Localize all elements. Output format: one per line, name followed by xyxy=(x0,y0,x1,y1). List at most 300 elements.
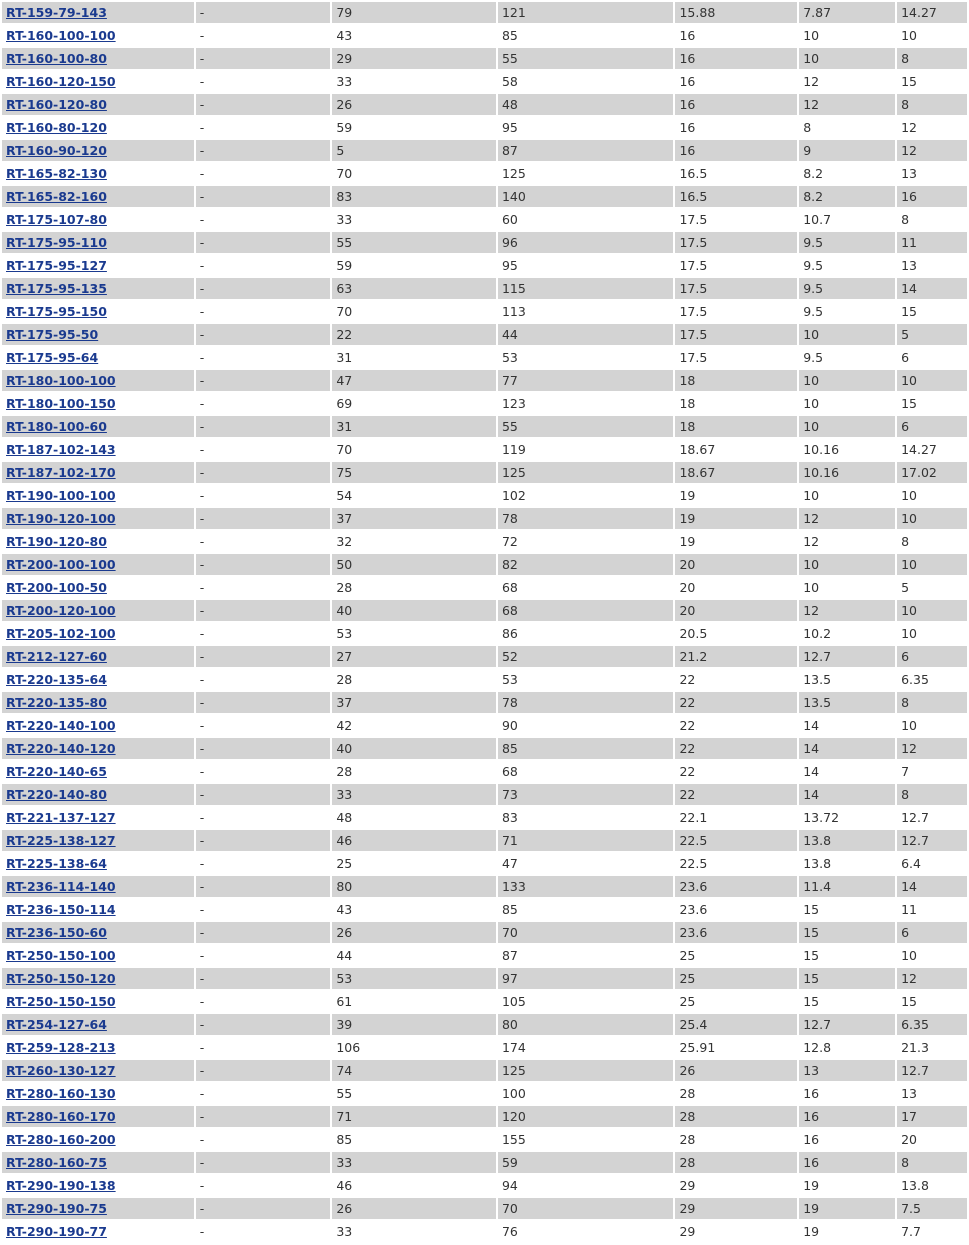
table-cell xyxy=(799,117,897,140)
cell-value: 13.8 xyxy=(803,856,832,871)
cell-value: - xyxy=(199,28,205,43)
cell-value: 23.6 xyxy=(679,879,708,894)
table-row xyxy=(2,94,969,117)
part-number-link[interactable]: RT-205-102-100 xyxy=(6,626,116,641)
cell-value: 12 xyxy=(901,971,917,986)
part-number-cell xyxy=(2,94,196,117)
table-cell xyxy=(675,853,799,876)
cell-value: - xyxy=(199,626,205,641)
table-row xyxy=(2,968,969,991)
part-number-link[interactable]: RT-260-130-127 xyxy=(6,1063,116,1078)
table-cell xyxy=(675,991,799,1014)
part-number-link[interactable]: RT-280-160-130 xyxy=(6,1086,116,1101)
table-row xyxy=(2,692,969,715)
cell-value: 22 xyxy=(679,695,696,710)
table-cell xyxy=(799,140,897,163)
part-number-link[interactable]: RT-175-95-64 xyxy=(6,350,99,365)
table-cell xyxy=(498,922,676,945)
cell-value: 18.67 xyxy=(679,442,716,457)
cell-value: 18 xyxy=(679,373,696,388)
cell-value: - xyxy=(199,465,205,480)
part-number-link[interactable]: RT-165-82-160 xyxy=(6,189,107,204)
table-cell xyxy=(799,439,897,462)
cell-value: 69 xyxy=(336,396,353,411)
cell-value: 33 xyxy=(336,787,353,802)
table-row xyxy=(2,1106,969,1129)
table-cell xyxy=(897,1152,969,1175)
cell-value: 16 xyxy=(679,120,696,135)
table-cell xyxy=(897,508,969,531)
part-number-link[interactable]: RT-159-79-143 xyxy=(6,5,107,20)
table-cell xyxy=(196,347,333,370)
table-cell xyxy=(332,761,498,784)
part-number-link[interactable]: RT-180-100-100 xyxy=(6,373,116,388)
table-cell xyxy=(897,2,969,25)
table-row xyxy=(2,71,969,94)
cell-value: - xyxy=(199,419,205,434)
table-row xyxy=(2,623,969,646)
part-number-link[interactable]: RT-200-100-50 xyxy=(6,580,107,595)
table-row xyxy=(2,738,969,761)
part-number-link[interactable]: RT-180-100-60 xyxy=(6,419,107,434)
cell-value: 12 xyxy=(803,97,820,112)
table-cell xyxy=(799,94,897,117)
cell-value: - xyxy=(199,258,205,273)
part-number-link[interactable]: RT-220-135-80 xyxy=(6,695,107,710)
table-cell xyxy=(675,232,799,255)
table-cell xyxy=(897,623,969,646)
part-number-cell xyxy=(2,1014,196,1037)
cell-value: 53 xyxy=(336,626,353,641)
cell-value: - xyxy=(199,1040,205,1055)
table-cell xyxy=(675,278,799,301)
cell-value: 12.8 xyxy=(803,1040,832,1055)
table-cell xyxy=(498,991,676,1014)
table-cell xyxy=(675,531,799,554)
table-row xyxy=(2,761,969,784)
table-cell xyxy=(332,784,498,807)
table-cell xyxy=(498,94,676,117)
cell-value: 22 xyxy=(679,718,696,733)
part-number-link[interactable]: RT-220-135-64 xyxy=(6,672,107,687)
table-cell xyxy=(196,255,333,278)
table-cell xyxy=(675,71,799,94)
part-number-link[interactable]: RT-250-150-100 xyxy=(6,948,116,963)
table-cell xyxy=(196,439,333,462)
part-number-link[interactable]: RT-225-138-64 xyxy=(6,856,107,871)
table-cell xyxy=(332,25,498,48)
table-row xyxy=(2,462,969,485)
table-row xyxy=(2,577,969,600)
part-number-link[interactable]: RT-290-190-75 xyxy=(6,1201,107,1216)
part-number-link[interactable]: RT-200-100-100 xyxy=(6,557,116,572)
table-cell xyxy=(332,209,498,232)
table-cell xyxy=(498,301,676,324)
part-number-cell xyxy=(2,1198,196,1221)
table-row xyxy=(2,1175,969,1198)
table-cell xyxy=(196,623,333,646)
table-cell xyxy=(675,646,799,669)
cell-value: 59 xyxy=(501,1155,518,1170)
cell-value: 12 xyxy=(803,511,820,526)
table-cell xyxy=(196,301,333,324)
table-cell xyxy=(196,1014,333,1037)
cell-value: 55 xyxy=(336,1086,353,1101)
cell-value: 22.1 xyxy=(679,810,708,825)
table-cell xyxy=(498,278,676,301)
table-cell xyxy=(897,324,969,347)
table-cell xyxy=(799,531,897,554)
part-number-link[interactable]: RT-220-140-100 xyxy=(6,718,116,733)
part-number-link[interactable]: RT-175-95-150 xyxy=(6,304,107,319)
cell-value: - xyxy=(199,695,205,710)
product-table-body xyxy=(2,2,969,1244)
table-cell xyxy=(498,715,676,738)
cell-value: 17 xyxy=(901,1109,917,1124)
table-cell xyxy=(196,692,333,715)
part-number-cell xyxy=(2,393,196,416)
table-cell xyxy=(196,508,333,531)
table-row xyxy=(2,830,969,853)
table-cell xyxy=(498,1014,676,1037)
cell-value: 86 xyxy=(501,626,518,641)
table-cell xyxy=(897,600,969,623)
table-cell xyxy=(332,968,498,991)
cell-value: - xyxy=(199,1017,205,1032)
part-number-link[interactable]: RT-175-95-50 xyxy=(6,327,99,342)
cell-value: 55 xyxy=(501,51,518,66)
table-cell xyxy=(332,508,498,531)
cell-value: 121 xyxy=(501,5,526,20)
cell-value: 15 xyxy=(803,994,820,1009)
part-number-link[interactable]: RT-190-120-100 xyxy=(6,511,116,526)
table-cell xyxy=(675,324,799,347)
part-number-link[interactable]: RT-187-102-170 xyxy=(6,465,116,480)
table-cell xyxy=(799,2,897,25)
part-number-link[interactable]: RT-250-150-150 xyxy=(6,994,116,1009)
part-number-link[interactable]: RT-254-127-64 xyxy=(6,1017,107,1032)
cell-value: 85 xyxy=(336,1132,353,1147)
cell-value: 123 xyxy=(501,396,526,411)
cell-value: 16 xyxy=(679,143,696,158)
cell-value: - xyxy=(199,327,205,342)
cell-value: 19 xyxy=(679,534,696,549)
table-row xyxy=(2,209,969,232)
table-row xyxy=(2,1221,969,1244)
part-number-link[interactable]: RT-187-102-143 xyxy=(6,442,116,457)
table-cell xyxy=(332,301,498,324)
table-cell xyxy=(897,1060,969,1083)
part-number-link[interactable]: RT-160-90-120 xyxy=(6,143,107,158)
cell-value: - xyxy=(199,373,205,388)
cell-value: 11.4 xyxy=(803,879,832,894)
table-cell xyxy=(675,1198,799,1221)
part-number-cell xyxy=(2,301,196,324)
part-number-link[interactable]: RT-280-160-75 xyxy=(6,1155,107,1170)
cell-value: 29 xyxy=(336,51,353,66)
cell-value: 19 xyxy=(679,488,696,503)
table-cell xyxy=(897,186,969,209)
table-cell xyxy=(332,1198,498,1221)
table-cell xyxy=(332,899,498,922)
part-number-link[interactable]: RT-175-95-110 xyxy=(6,235,107,250)
part-number-link[interactable]: RT-180-100-150 xyxy=(6,396,116,411)
part-number-link[interactable]: RT-290-190-77 xyxy=(6,1224,107,1239)
cell-value: - xyxy=(199,1201,205,1216)
table-cell xyxy=(498,623,676,646)
part-number-link[interactable]: RT-225-138-127 xyxy=(6,833,116,848)
table-cell xyxy=(897,94,969,117)
part-number-link[interactable]: RT-175-95-135 xyxy=(6,281,107,296)
cell-value: 95 xyxy=(501,258,518,273)
table-row xyxy=(2,278,969,301)
table-cell xyxy=(675,1129,799,1152)
table-cell xyxy=(332,163,498,186)
table-cell xyxy=(675,692,799,715)
cell-value: 16 xyxy=(803,1086,820,1101)
table-row xyxy=(2,48,969,71)
table-cell xyxy=(196,485,333,508)
part-number-link[interactable]: RT-220-140-80 xyxy=(6,787,107,802)
table-row xyxy=(2,1152,969,1175)
part-number-link[interactable]: RT-220-140-65 xyxy=(6,764,107,779)
table-cell xyxy=(196,117,333,140)
cell-value: 25 xyxy=(679,994,696,1009)
cell-value: 7 xyxy=(901,764,910,779)
cell-value: 28 xyxy=(679,1132,696,1147)
cell-value: 10.16 xyxy=(803,465,840,480)
part-number-link[interactable]: RT-259-128-213 xyxy=(6,1040,116,1055)
table-cell xyxy=(332,1175,498,1198)
table-cell xyxy=(196,94,333,117)
part-number-link[interactable]: RT-220-140-120 xyxy=(6,741,116,756)
table-cell xyxy=(332,462,498,485)
part-number-link[interactable]: RT-175-95-127 xyxy=(6,258,107,273)
part-number-link[interactable]: RT-160-80-120 xyxy=(6,120,107,135)
table-cell xyxy=(675,830,799,853)
table-cell xyxy=(332,439,498,462)
table-cell xyxy=(498,347,676,370)
table-cell xyxy=(897,1129,969,1152)
table-cell xyxy=(498,669,676,692)
table-cell xyxy=(196,600,333,623)
part-number-cell xyxy=(2,370,196,393)
table-cell xyxy=(332,117,498,140)
cell-value: 68 xyxy=(501,603,518,618)
table-cell xyxy=(498,876,676,899)
cell-value: 47 xyxy=(336,373,353,388)
table-cell xyxy=(498,1037,676,1060)
table-row xyxy=(2,945,969,968)
table-cell xyxy=(897,899,969,922)
part-number-cell xyxy=(2,899,196,922)
table-cell xyxy=(675,715,799,738)
part-number-link[interactable]: RT-160-100-100 xyxy=(6,28,116,43)
cell-value: 78 xyxy=(501,695,518,710)
part-number-link[interactable]: RT-280-160-170 xyxy=(6,1109,116,1124)
table-row xyxy=(2,2,969,25)
cell-value: 43 xyxy=(336,28,353,43)
cell-value: 8 xyxy=(901,97,910,112)
part-number-link[interactable]: RT-236-114-140 xyxy=(6,879,116,894)
table-cell xyxy=(498,761,676,784)
cell-value: 10 xyxy=(803,51,820,66)
cell-value: - xyxy=(199,5,205,20)
part-number-link[interactable]: RT-250-150-120 xyxy=(6,971,116,986)
part-number-cell xyxy=(2,784,196,807)
table-cell xyxy=(498,1152,676,1175)
cell-value: 22 xyxy=(336,327,353,342)
part-number-link[interactable]: RT-165-82-130 xyxy=(6,166,107,181)
table-cell xyxy=(675,1106,799,1129)
table-cell xyxy=(799,508,897,531)
part-number-link[interactable]: RT-160-120-150 xyxy=(6,74,116,89)
part-number-cell xyxy=(2,1106,196,1129)
table-row xyxy=(2,554,969,577)
part-number-cell xyxy=(2,830,196,853)
part-number-link[interactable]: RT-160-100-80 xyxy=(6,51,107,66)
part-number-link[interactable]: RT-221-137-127 xyxy=(6,810,116,825)
cell-value: 79 xyxy=(336,5,353,20)
cell-value: - xyxy=(199,741,205,756)
cell-value: - xyxy=(199,189,205,204)
part-number-link[interactable]: RT-236-150-114 xyxy=(6,902,116,917)
table-cell xyxy=(675,25,799,48)
cell-value: 15 xyxy=(803,948,820,963)
table-cell xyxy=(799,945,897,968)
table-row xyxy=(2,531,969,554)
table-cell xyxy=(897,485,969,508)
cell-value: 10 xyxy=(901,626,917,641)
table-cell xyxy=(675,945,799,968)
table-cell xyxy=(196,1175,333,1198)
table-cell xyxy=(799,899,897,922)
cell-value: 10 xyxy=(901,557,917,572)
table-cell xyxy=(799,876,897,899)
table-cell xyxy=(675,439,799,462)
table-cell xyxy=(675,140,799,163)
table-cell xyxy=(897,71,969,94)
part-number-link[interactable]: RT-190-120-80 xyxy=(6,534,107,549)
product-table xyxy=(2,2,969,1244)
cell-value: 85 xyxy=(501,741,518,756)
table-row xyxy=(2,370,969,393)
part-number-cell xyxy=(2,1175,196,1198)
table-cell xyxy=(498,140,676,163)
table-cell xyxy=(332,140,498,163)
table-cell xyxy=(332,692,498,715)
cell-value: - xyxy=(199,557,205,572)
table-row xyxy=(2,347,969,370)
cell-value: 87 xyxy=(501,143,518,158)
cell-value: 15 xyxy=(901,74,917,89)
table-cell xyxy=(799,1175,897,1198)
cell-value: - xyxy=(199,120,205,135)
table-cell xyxy=(799,301,897,324)
cell-value: 10 xyxy=(901,603,917,618)
table-cell xyxy=(675,876,799,899)
cell-value: 11 xyxy=(901,235,917,250)
cell-value: 113 xyxy=(501,304,526,319)
part-number-link[interactable]: RT-290-190-138 xyxy=(6,1178,116,1193)
table-cell xyxy=(196,163,333,186)
part-number-cell xyxy=(2,209,196,232)
table-cell xyxy=(675,347,799,370)
cell-value: 20 xyxy=(679,603,696,618)
table-cell xyxy=(897,25,969,48)
table-cell xyxy=(897,301,969,324)
table-cell xyxy=(332,646,498,669)
part-number-cell xyxy=(2,761,196,784)
part-number-link[interactable]: RT-200-120-100 xyxy=(6,603,116,618)
table-cell xyxy=(897,48,969,71)
cell-value: 16 xyxy=(679,74,696,89)
part-number-link[interactable]: RT-160-120-80 xyxy=(6,97,107,112)
table-cell xyxy=(675,1083,799,1106)
table-cell xyxy=(498,186,676,209)
table-cell xyxy=(196,531,333,554)
table-cell xyxy=(196,324,333,347)
part-number-link[interactable]: RT-236-150-60 xyxy=(6,925,107,940)
table-cell xyxy=(498,554,676,577)
cell-value: 12.7 xyxy=(901,1063,929,1078)
cell-value: - xyxy=(199,994,205,1009)
cell-value: - xyxy=(199,97,205,112)
table-row xyxy=(2,1037,969,1060)
table-cell xyxy=(897,140,969,163)
table-cell xyxy=(332,807,498,830)
table-cell xyxy=(675,462,799,485)
part-number-link[interactable]: RT-190-100-100 xyxy=(6,488,116,503)
part-number-link[interactable]: RT-280-160-200 xyxy=(6,1132,116,1147)
table-cell xyxy=(897,807,969,830)
table-cell xyxy=(196,416,333,439)
table-cell xyxy=(799,485,897,508)
table-cell xyxy=(799,186,897,209)
table-row xyxy=(2,600,969,623)
table-cell xyxy=(332,922,498,945)
cell-value: 5 xyxy=(901,580,910,595)
cell-value: 37 xyxy=(336,511,353,526)
part-number-link[interactable]: RT-212-127-60 xyxy=(6,649,107,664)
table-row xyxy=(2,416,969,439)
table-cell xyxy=(897,117,969,140)
cell-value: 17.5 xyxy=(679,304,708,319)
table-row xyxy=(2,232,969,255)
part-number-cell xyxy=(2,1060,196,1083)
cell-value: 15 xyxy=(901,304,917,319)
cell-value: 15.88 xyxy=(679,5,716,20)
cell-value: 125 xyxy=(501,1063,526,1078)
table-cell xyxy=(196,945,333,968)
table-cell xyxy=(332,485,498,508)
cell-value: - xyxy=(199,166,205,181)
cell-value: 28 xyxy=(679,1086,696,1101)
table-cell xyxy=(675,922,799,945)
part-number-cell xyxy=(2,508,196,531)
table-cell xyxy=(675,784,799,807)
cell-value: 140 xyxy=(501,189,526,204)
table-cell xyxy=(897,738,969,761)
table-cell xyxy=(897,416,969,439)
table-cell xyxy=(196,2,333,25)
cell-value: 42 xyxy=(336,718,353,733)
table-cell xyxy=(675,485,799,508)
table-cell xyxy=(332,830,498,853)
table-cell xyxy=(897,715,969,738)
part-number-link[interactable]: RT-175-107-80 xyxy=(6,212,107,227)
table-row xyxy=(2,646,969,669)
